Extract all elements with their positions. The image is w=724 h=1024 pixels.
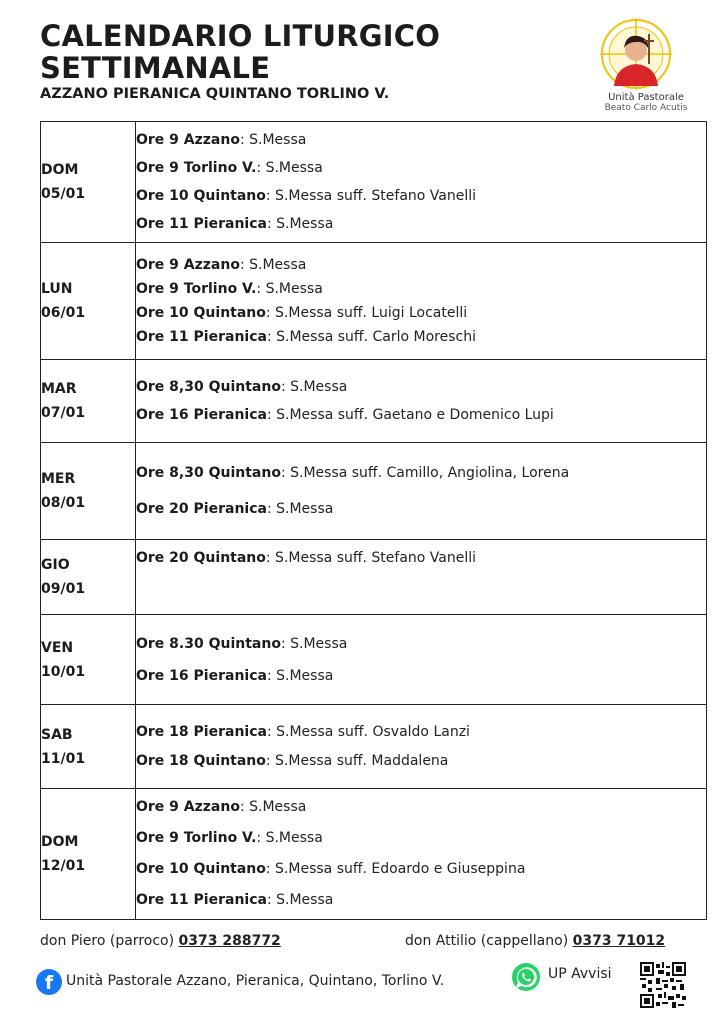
day-name: MAR <box>41 381 77 397</box>
day-name: DOM <box>41 834 79 850</box>
day-name: GIO <box>41 557 70 573</box>
contact-priest-2 <box>405 933 665 949</box>
event-time: Ore 8,30 Quintano <box>136 465 281 481</box>
events-cell <box>136 540 707 615</box>
list-item <box>136 253 706 277</box>
event-desc: : S.Messa <box>239 799 307 815</box>
event-time: Ore 10 Quintano <box>136 188 266 204</box>
day-cell <box>41 705 136 789</box>
list-item <box>136 747 706 776</box>
day-cell <box>41 360 136 443</box>
event-desc: : S.Messa suff. Osvaldo Lanzi <box>266 723 470 740</box>
table-row <box>41 243 707 360</box>
list-item <box>136 325 706 349</box>
day-name: DOM <box>41 162 79 178</box>
list-item <box>136 277 706 301</box>
event-time: Ore 20 Pieranica <box>136 501 267 517</box>
logo-text-line-2: Beato Carlo Acutis <box>604 103 688 113</box>
table-row <box>41 705 707 789</box>
day-date: 12/01 <box>41 858 86 874</box>
event-time: Ore 9 Azzano <box>136 257 240 273</box>
whatsapp-channel-link[interactable]: UP Avvisi <box>548 966 612 982</box>
events-cell <box>136 789 707 920</box>
list-item <box>136 301 706 325</box>
carlo-acutis-logo-icon <box>586 14 706 114</box>
table-row <box>41 360 707 443</box>
day-date: 08/01 <box>41 495 86 511</box>
event-desc: : S.Messa suff. Luigi Locatelli <box>265 305 468 321</box>
title-line-2: SETTIMANALE <box>40 51 271 85</box>
event-desc: : S.Messa suff. Gaetano e Domenico Lupi <box>266 407 554 423</box>
events-cell <box>136 615 707 705</box>
list-item <box>136 154 706 182</box>
day-cell <box>41 615 136 705</box>
day-date: 07/01 <box>41 405 86 421</box>
table-row <box>41 443 707 540</box>
page-title <box>40 20 440 84</box>
event-time: Ore 9 Torlino V. <box>136 281 257 297</box>
list-item <box>136 823 706 854</box>
event-time: Ore 11 Pieranica <box>136 892 267 908</box>
phone-link[interactable]: 0373 288772 <box>178 933 281 949</box>
logo-text-line-1: Unità Pastorale <box>608 92 684 103</box>
facebook-page-link[interactable]: Unità Pastorale Azzano, Pieranica, Quintano, Torlino V. <box>66 973 445 989</box>
list-item <box>136 854 706 885</box>
qr-code-icon[interactable] <box>640 962 686 1008</box>
event-desc: : S.Messa <box>266 892 334 908</box>
list-item <box>136 373 706 401</box>
list-item <box>136 182 706 210</box>
whatsapp-icon[interactable] <box>511 962 541 992</box>
day-name: SAB <box>41 726 73 743</box>
day-cell <box>41 443 136 540</box>
event-desc: : S.Messa suff. Maddalena <box>265 752 449 769</box>
event-desc: : S.Messa suff. Carlo Moreschi <box>266 329 476 345</box>
liturgical-calendar-table <box>40 121 707 920</box>
event-desc: : S.Messa suff. Stefano Vanelli <box>265 550 477 566</box>
list-item <box>136 792 706 823</box>
event-desc: : S.Messa <box>280 635 348 652</box>
events-cell <box>136 443 707 540</box>
contact-label: don Piero (parroco) <box>40 933 179 949</box>
events-cell <box>136 360 707 443</box>
list-item <box>136 210 706 238</box>
event-time: Ore 9 Azzano <box>136 799 240 815</box>
phone-link[interactable]: 0373 71012 <box>572 933 666 949</box>
page-subtitle: AZZANO PIERANICA QUINTANO TORLINO V. <box>40 86 390 102</box>
event-desc: : S.Messa suff. Camillo, Angiolina, Lorena <box>280 465 570 481</box>
title-line-1: CALENDARIO LITURGICO <box>40 19 441 53</box>
list-item <box>136 491 706 527</box>
event-time: Ore 10 Quintano <box>136 861 266 877</box>
list-item <box>136 126 706 154</box>
events-cell <box>136 243 707 360</box>
day-cell <box>41 540 136 615</box>
day-name: LUN <box>41 281 73 297</box>
event-time: Ore 9 Torlino V. <box>136 160 257 176</box>
events-cell <box>136 705 707 789</box>
day-cell <box>41 243 136 360</box>
event-desc: : S.Messa <box>266 501 334 517</box>
event-desc: : S.Messa <box>239 257 307 273</box>
facebook-icon[interactable]: f <box>36 969 62 995</box>
event-desc: : S.Messa <box>239 132 307 148</box>
event-time: Ore 10 Quintano <box>136 305 266 321</box>
table-row <box>41 615 707 705</box>
day-cell <box>41 122 136 243</box>
event-time: Ore 16 Pieranica <box>136 667 267 684</box>
event-desc: : S.Messa <box>266 216 334 232</box>
event-time: Ore 9 Torlino V. <box>136 830 257 846</box>
day-cell <box>41 789 136 920</box>
table-row <box>41 540 707 615</box>
event-desc: : S.Messa <box>256 830 323 846</box>
day-date: 11/01 <box>41 750 86 767</box>
contact-label: don Attilio (cappellano) <box>405 933 573 949</box>
day-date: 10/01 <box>41 663 86 680</box>
event-time: Ore 16 Pieranica <box>136 407 267 423</box>
contact-priest-1 <box>40 933 281 949</box>
event-time: Ore 11 Pieranica <box>136 329 267 345</box>
table-row <box>41 789 707 920</box>
event-desc: : S.Messa <box>280 379 348 395</box>
list-item <box>136 401 706 429</box>
list-item <box>136 718 706 747</box>
list-item <box>136 455 706 491</box>
event-desc: : S.Messa suff. Edoardo e Giuseppina <box>265 861 526 877</box>
day-date: 06/01 <box>41 305 86 321</box>
day-name: VEN <box>41 639 74 656</box>
event-time: Ore 8,30 Quintano <box>136 379 281 395</box>
event-time: Ore 18 Quintano <box>136 752 266 769</box>
event-desc: : S.Messa <box>266 667 334 684</box>
event-desc: : S.Messa suff. Stefano Vanelli <box>265 188 477 204</box>
event-time: Ore 11 Pieranica <box>136 216 267 232</box>
day-date: 05/01 <box>41 186 86 202</box>
event-time: Ore 20 Quintano <box>136 550 266 566</box>
day-date: 09/01 <box>41 581 86 597</box>
list-item <box>136 885 706 916</box>
event-desc: : S.Messa <box>256 160 323 176</box>
event-desc: : S.Messa <box>256 281 323 297</box>
list-item <box>136 628 706 660</box>
table-row <box>41 122 707 243</box>
event-time: Ore 9 Azzano <box>136 132 240 148</box>
day-name: MER <box>41 471 76 487</box>
list-item <box>136 660 706 692</box>
event-time: Ore 18 Pieranica <box>136 723 267 740</box>
events-cell <box>136 122 707 243</box>
list-item <box>136 546 706 570</box>
event-time: Ore 8.30 Quintano <box>136 635 281 652</box>
